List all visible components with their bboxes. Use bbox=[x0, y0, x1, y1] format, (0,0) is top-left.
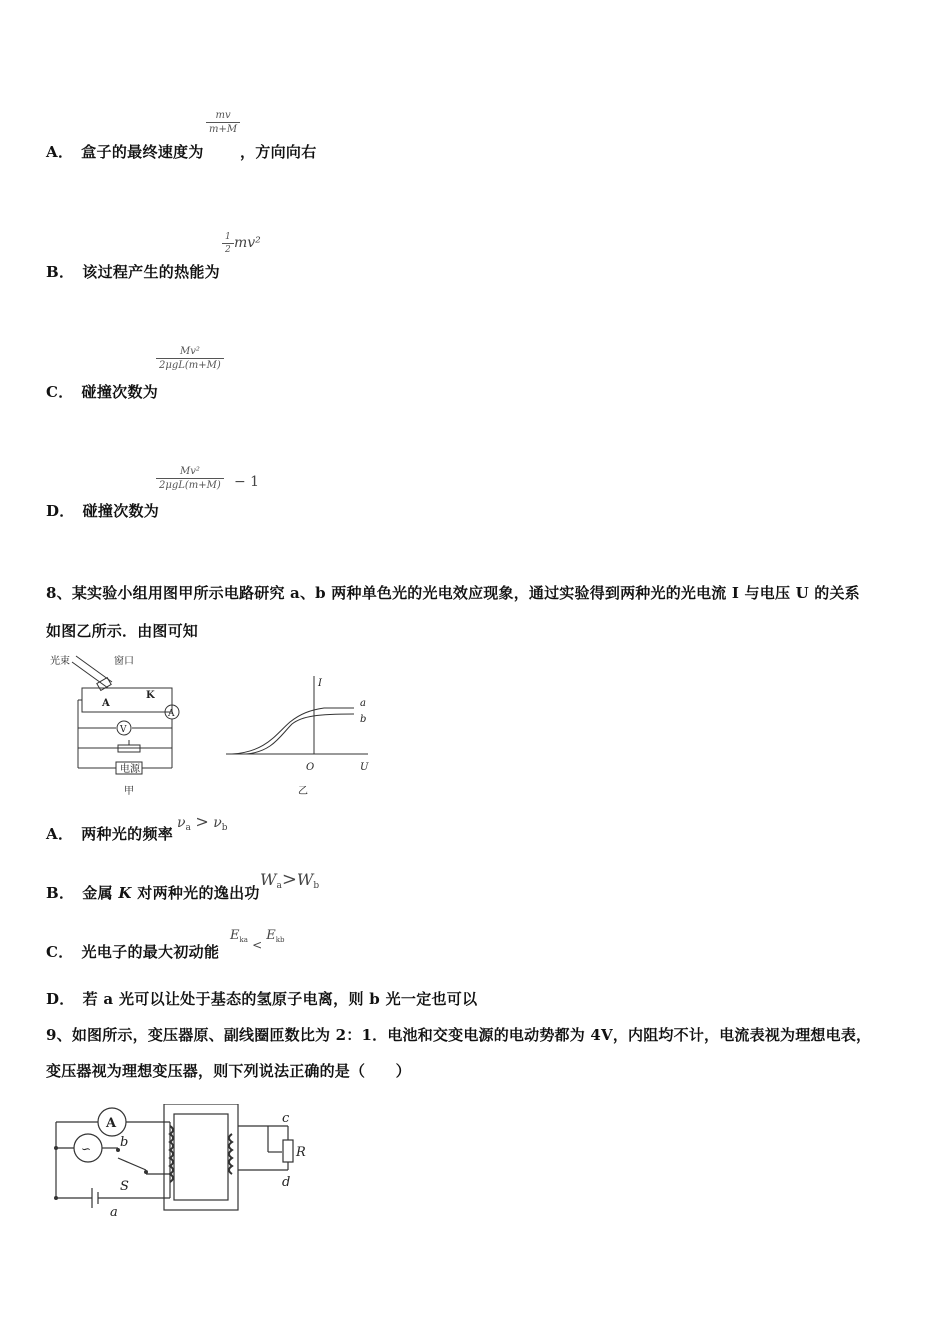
axis-label-i: I bbox=[318, 678, 322, 689]
iu-curve-figure bbox=[226, 674, 376, 800]
formula-collisions-d: Mv² 2μgL(m+M) bbox=[156, 466, 224, 491]
formula-frequency: $\nu_a > \nu_b$ bbox=[177, 812, 228, 833]
option-label: B． bbox=[46, 263, 75, 281]
q8-option-c: C． 光电子的最大初动能 bbox=[46, 943, 220, 961]
curve-label-a: a bbox=[360, 698, 366, 709]
transformer-circuit-figure bbox=[50, 1104, 310, 1220]
ammeter-label: A bbox=[168, 709, 175, 719]
formula-heat-half: 1 2 bbox=[222, 232, 234, 255]
label-window: 窗口 bbox=[114, 656, 134, 667]
switch-label-s: S bbox=[120, 1179, 129, 1194]
formula-minus-one: − 1 bbox=[234, 474, 260, 490]
q8-option-a: A． 两种光的频率 bbox=[46, 825, 174, 843]
formula-collisions-c: Mv² 2μgL(m+M) bbox=[156, 346, 224, 371]
formula-work-function: $W_a>W_b$ bbox=[260, 869, 320, 891]
formula-kinetic-energy: $E_{ka} < E_{kb}$ bbox=[230, 928, 285, 952]
option-label: C． bbox=[46, 383, 74, 401]
figure-caption-jia: 甲 bbox=[124, 786, 134, 797]
option-label: D． bbox=[46, 502, 75, 520]
label-anode: A bbox=[102, 698, 110, 709]
option-text: 盒子的最终速度为 bbox=[81, 143, 204, 161]
resistor-label-r: R bbox=[296, 1145, 306, 1160]
q8-stem-line1: 8、某实验小组用图甲所示电路研究 a、b 两种单色光的光电效应现象，通过实验得到两种光的光电流 I 与电压 U 的关系 bbox=[46, 584, 860, 602]
ammeter-label: A bbox=[106, 1116, 117, 1131]
curve-a bbox=[232, 708, 354, 754]
option-text: 碰撞次数为 bbox=[82, 502, 160, 520]
label-b: b bbox=[120, 1135, 129, 1150]
q9-stem-line2: 变压器视为理想变压器，则下列说法正确的是（ ） bbox=[46, 1062, 411, 1080]
curve-b bbox=[246, 714, 354, 754]
label-cathode: K bbox=[146, 690, 155, 701]
label-a: a bbox=[110, 1205, 118, 1220]
option-text: 碰撞次数为 bbox=[81, 383, 159, 401]
q8-option-d: D． 若 a 光可以让处于基态的氢原子电离，则 b 光一定也可以 bbox=[46, 990, 478, 1008]
origin-label: O bbox=[306, 762, 315, 773]
q7-option-c bbox=[46, 381, 158, 402]
option-text: 该过程产生的热能为 bbox=[82, 263, 220, 281]
axis-label-u: U bbox=[360, 762, 369, 773]
formula-heat-mv2: mv² bbox=[234, 235, 261, 251]
figure-caption-yi: 乙 bbox=[298, 786, 308, 797]
q8-stem-line2: 如图乙所示．由图可知 bbox=[46, 622, 199, 640]
label-light-beam: 光束 bbox=[50, 656, 70, 667]
q7-option-a bbox=[46, 141, 204, 162]
label-c: c bbox=[282, 1111, 290, 1126]
q9-stem-line1: 9、如图所示，变压器原、副线圈匝数比为 2：1．电池和交变电源的电动势都为 4V，内阻均不计，电流表视为理想电表， bbox=[46, 1026, 872, 1044]
power-source-label: 电源 bbox=[120, 764, 140, 775]
ac-source-symbol: ∽ bbox=[81, 1142, 92, 1156]
option-label: A． bbox=[46, 143, 74, 161]
q7-option-b bbox=[46, 261, 220, 282]
q7-option-d bbox=[46, 500, 159, 521]
label-d: d bbox=[282, 1175, 291, 1190]
photoelectric-circuit-figure bbox=[46, 650, 196, 798]
voltmeter-label: V bbox=[120, 725, 127, 735]
q8-option-b: B． 金属 K 对两种光的逸出功 bbox=[46, 884, 260, 902]
curve-label-b: b bbox=[360, 714, 367, 725]
q7-option-a-suffix: ，方向向右 bbox=[240, 143, 317, 161]
formula-final-velocity: mv m+M bbox=[206, 110, 240, 135]
